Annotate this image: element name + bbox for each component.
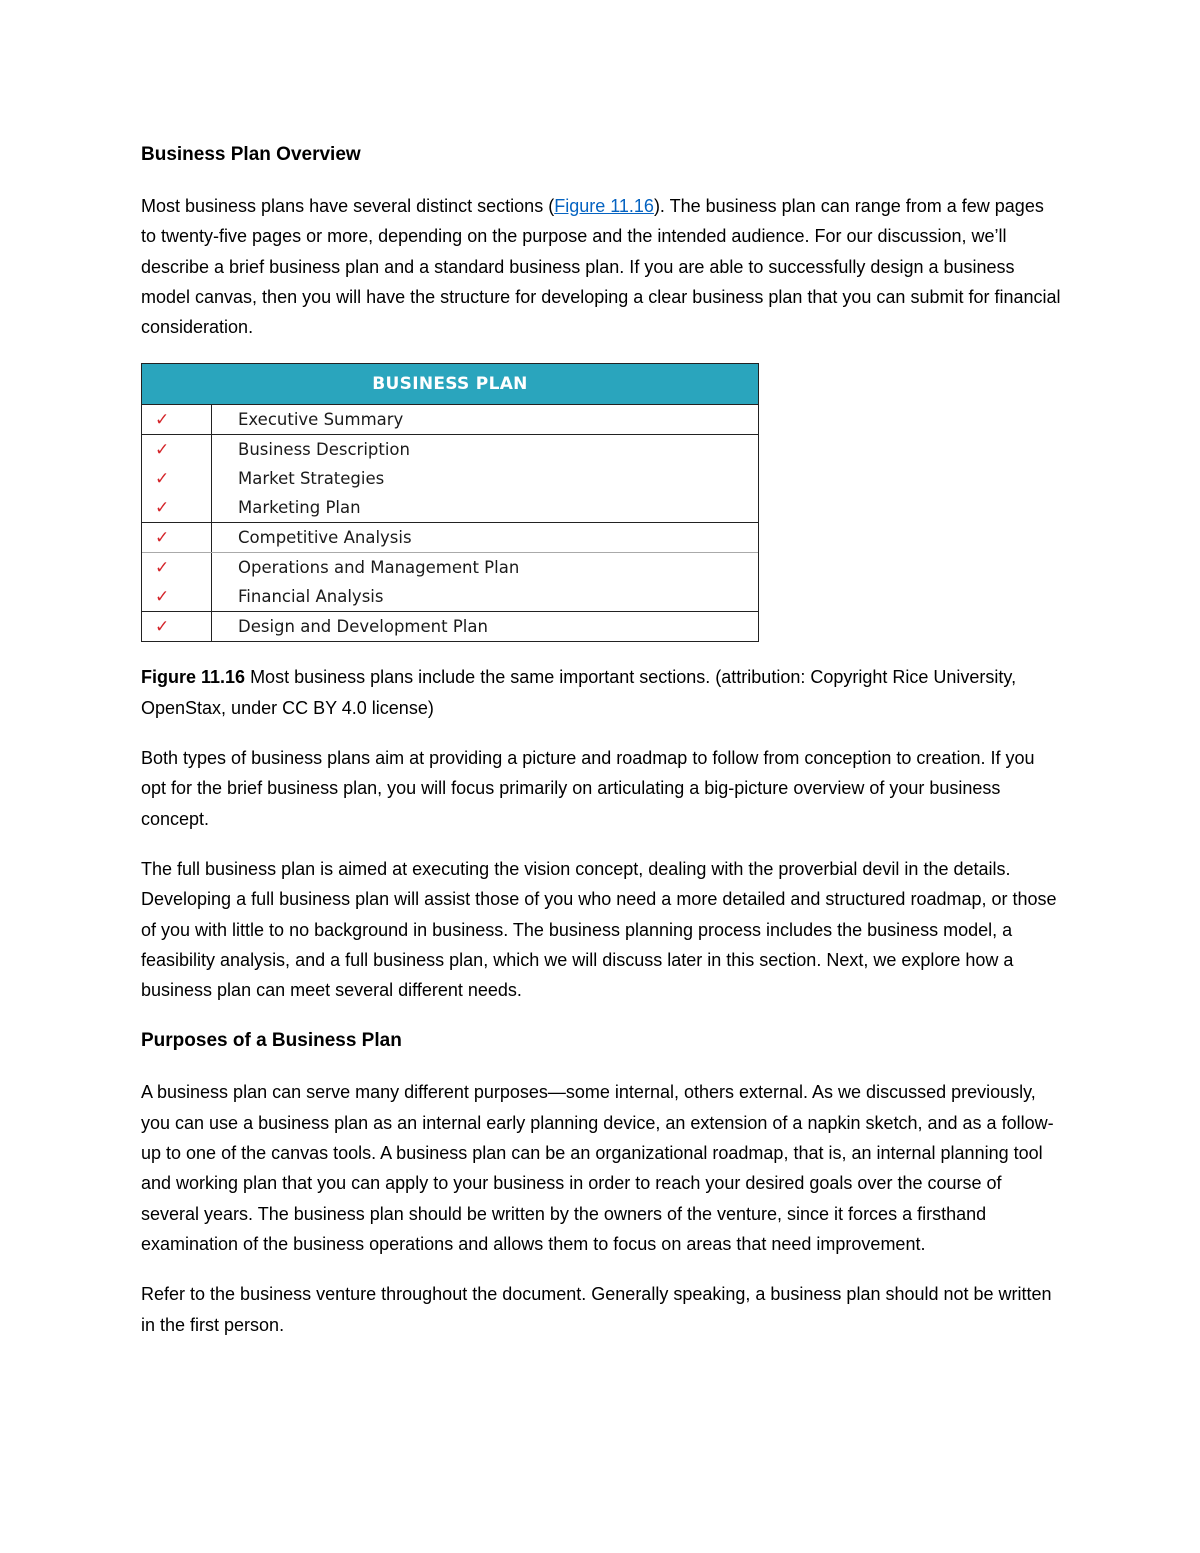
check-column bbox=[142, 553, 212, 611]
checkmark-icon: ✓ bbox=[155, 586, 170, 607]
section-item-label: Executive Summary bbox=[238, 410, 404, 430]
figure-caption bbox=[141, 662, 1061, 723]
section-item-label: Design and Development Plan bbox=[238, 617, 488, 637]
check-column bbox=[142, 523, 212, 552]
section-group bbox=[142, 553, 758, 612]
checkmark-icon: ✓ bbox=[155, 497, 170, 518]
section-group bbox=[142, 612, 758, 641]
check-column bbox=[142, 612, 212, 641]
checkmark-icon: ✓ bbox=[155, 527, 170, 548]
business-plan-sections bbox=[142, 405, 758, 641]
figure-caption-label: Figure 11.16 bbox=[141, 667, 246, 688]
section-item-label: Competitive Analysis bbox=[238, 528, 412, 548]
business-plan-header: BUSINESS PLAN bbox=[142, 364, 758, 405]
paragraph-first-person: Refer to the business venture throughout the document. Generally speaking, a business plan should not be written in the first person. bbox=[141, 1284, 1052, 1335]
section-item-label: Marketing Plan bbox=[238, 498, 361, 518]
item-column bbox=[212, 523, 758, 552]
checkmark-icon: ✓ bbox=[155, 557, 170, 578]
checkmark-icon: ✓ bbox=[155, 409, 170, 430]
figure-link[interactable]: Figure 11.16 bbox=[554, 196, 654, 216]
paragraph-overview bbox=[141, 191, 1061, 342]
checkmark-icon: ✓ bbox=[155, 468, 170, 489]
item-column bbox=[212, 612, 758, 641]
check-column bbox=[142, 435, 212, 522]
section-group bbox=[142, 435, 758, 523]
section-group bbox=[142, 523, 758, 553]
paragraph-overview-rest: ). The business plan can range from a few pages to twenty-five pages or more, depending on the purpose and the intended audience. For our discussion, we’ll describe a brief business plan and a standard business plan. If you are able to successfully design a business model canvas, then you will have the structure for developing a clear business plan that you can submit for financial consideration. bbox=[141, 196, 1061, 338]
checkmark-icon: ✓ bbox=[155, 616, 170, 637]
section-item-label: Operations and Management Plan bbox=[238, 558, 520, 578]
section-heading-overview: Business Plan Overview bbox=[141, 144, 361, 165]
section-item-label: Financial Analysis bbox=[238, 587, 384, 607]
section-group bbox=[142, 405, 758, 435]
figure-caption-text: Most business plans include the same important sections. (attribution: Copyright Rice University, OpenStax, under CC BY 4.0 license) bbox=[141, 667, 1017, 718]
paragraph-overview-start: Most business plans have several distinct sections ( bbox=[141, 196, 555, 216]
paragraph-full-plan: The full business plan is aimed at executing the vision concept, dealing with the proverbial devil in the details. Developing a full business plan will assist those of you who need a more detailed and structured roadmap, or those of you with little to no background in business. The business planning process includes the business model, a feasibility analysis, and a full business plan, which we will discuss later in this section. Next, we explore how a business plan can meet several different needs. bbox=[141, 858, 1057, 1001]
section-item-label: Business Description bbox=[238, 440, 410, 460]
document-page bbox=[141, 140, 1061, 1340]
check-column bbox=[142, 405, 212, 434]
section-heading-purposes: Purposes of a Business Plan bbox=[141, 1030, 402, 1052]
item-column bbox=[212, 553, 758, 611]
paragraph-purposes: A business plan can serve many different purposes—some internal, others external. As we discussed previously, you can use a business plan as an internal early planning device, an extension of a napkin sketch, and as a follow-up to one of the canvas tools. A business plan can be an organizational roadmap, that is, an internal planning tool and working plan that you can apply to your business in order to reach your desired goals over the course of several years. The business plan should be written by the owners of the venture, since it forces a firsthand examination of the business operations and allows them to focus on areas that need improvement. bbox=[141, 1082, 1054, 1254]
item-column bbox=[212, 405, 758, 434]
item-column bbox=[212, 435, 758, 522]
paragraph-plan-types: Both types of business plans aim at providing a picture and roadmap to follow from conception to creation. If you opt for the brief business plan, you will focus primarily on articulating a big-picture overview of your business concept. bbox=[141, 748, 1035, 829]
checkmark-icon: ✓ bbox=[155, 439, 170, 460]
business-plan-figure bbox=[141, 363, 759, 642]
section-item-label: Market Strategies bbox=[238, 469, 385, 489]
